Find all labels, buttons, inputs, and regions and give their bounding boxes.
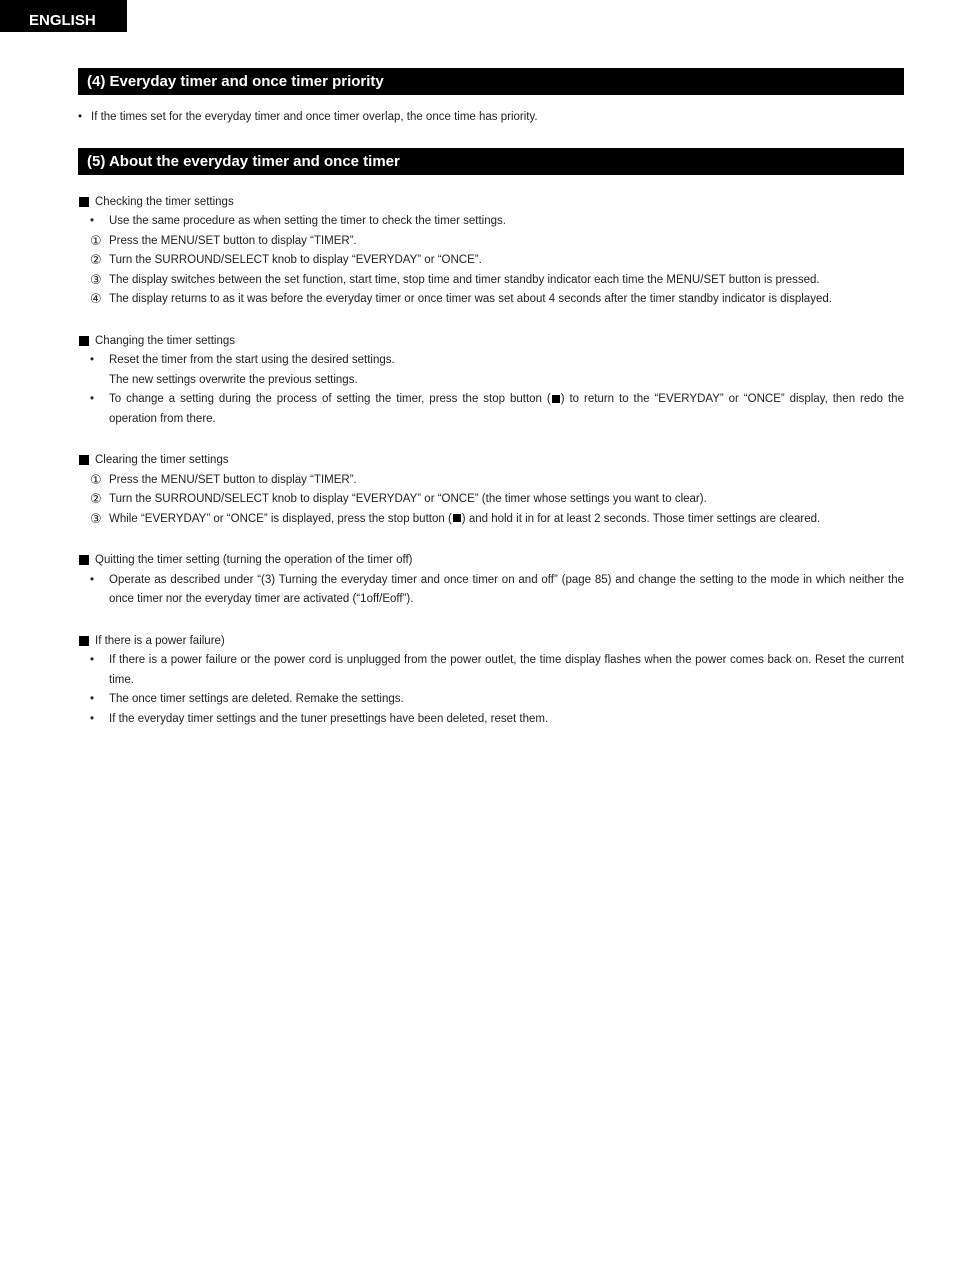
quitting-heading: Quitting the timer setting (turning the operation of the timer off) bbox=[78, 551, 904, 571]
power-failure-block bbox=[78, 632, 904, 730]
list-item: ④ The display returns to as it was before the everyday timer or once timer was set about 4 seconds after the timer standby indicator is displayed. bbox=[90, 292, 832, 307]
list-item: • If the everyday timer settings and the tuner presettings have been deleted, reset them. bbox=[90, 712, 549, 725]
list-item: ① Press the MENU/SET button to display “TIMER”. bbox=[90, 233, 357, 249]
list-item: ① Press the MENU/SET button to display “TIMER”. bbox=[90, 472, 357, 488]
bullet-marker: • bbox=[78, 111, 83, 123]
power-failure-heading: If there is a power failure) bbox=[78, 632, 904, 652]
list-item: • Operate as described under “(3) Turning the everyday timer and once timer on and off” (page 85) and change the setting to the mode in which neither the once timer nor the everyday timer are activated (“1off/Eoff”). bbox=[90, 573, 904, 605]
section-5-header: (5) About the everyday timer and once timer bbox=[78, 148, 904, 175]
list-item: • The once timer settings are deleted. Remake the settings. bbox=[90, 693, 404, 705]
list-item: • To change a setting during the process of setting the timer, press the stop button ( ) to return to the “EVERYDAY” or “ONCE” display, then redo the operation from there. bbox=[90, 393, 904, 425]
list-item: • Reset the timer from the start using the desired settings. The new settings overwrite the previous settings. bbox=[90, 354, 395, 386]
list-item: ③ The display switches between the set function, start time, stop time and timer standby indicator each time the MENU/SET button is pressed. bbox=[90, 272, 820, 288]
changing-block bbox=[78, 332, 904, 430]
list-item: • If there is a power failure or the power cord is unplugged from the power outlet, the time display flashes when the power comes back on. Reset the current time. bbox=[90, 654, 904, 686]
list-item: • Use the same procedure as when setting the timer to check the timer settings. bbox=[90, 215, 506, 227]
checking-block bbox=[78, 193, 904, 310]
quitting-block bbox=[78, 551, 904, 610]
language-tab: ENGLISH bbox=[0, 0, 127, 32]
list-item: ③ While “EVERYDAY” or “ONCE” is displayed, press the stop button ( ) and hold it in for at least 2 seconds. Those timer settings are cleared. bbox=[90, 511, 821, 527]
checking-heading: Checking the timer settings bbox=[78, 193, 904, 213]
list-item: ② Turn the SURROUND/SELECT knob to display “EVERYDAY” or “ONCE” (the timer whose settings you want to clear). bbox=[90, 492, 707, 507]
changing-heading: Changing the timer settings bbox=[78, 332, 904, 352]
stop-icon bbox=[552, 395, 560, 403]
section-4-bullet: • If the times set for the everyday timer and once timer overlap, the once time has priority. bbox=[78, 108, 904, 128]
section-4-header: (4) Everyday timer and once timer priority bbox=[78, 68, 904, 95]
clearing-block bbox=[78, 451, 904, 529]
list-item: ② Turn the SURROUND/SELECT knob to display “EVERYDAY” or “ONCE”. bbox=[90, 253, 482, 268]
clearing-heading: Clearing the timer settings bbox=[78, 451, 904, 471]
page-content bbox=[78, 68, 904, 729]
stop-icon bbox=[453, 514, 461, 522]
